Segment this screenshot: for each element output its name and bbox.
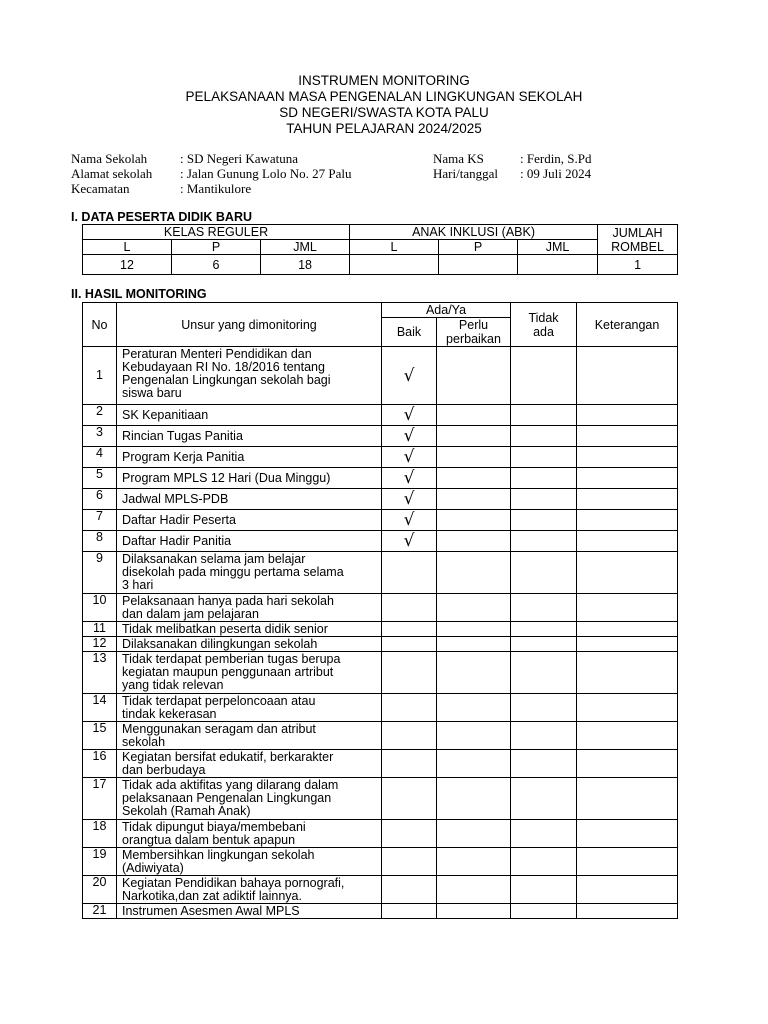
abk-p-value xyxy=(439,255,518,275)
unsur-line: Kebudayaan RI No. 18/2016 tentang xyxy=(122,360,325,374)
perlu-perbaikan-cell xyxy=(437,876,511,904)
tidak-ada-cell xyxy=(511,468,577,489)
nama-sekolah-value: : SD Negeri Kawatuna xyxy=(180,151,299,166)
perlu-perbaikan-cell xyxy=(437,531,511,552)
row-number: 6 xyxy=(83,489,117,510)
perlu-perbaikan-cell xyxy=(437,637,511,652)
abk-jml-header: JML xyxy=(518,240,598,255)
perlu-label: Perlu xyxy=(458,318,489,332)
unsur-line: Pelaksanaan hanya pada hari sekolah xyxy=(122,594,334,608)
no-header: No xyxy=(83,303,117,347)
tidak-ada-cell xyxy=(511,426,577,447)
table-row xyxy=(83,552,678,594)
tidak-ada-cell xyxy=(511,722,577,750)
table-row xyxy=(83,820,678,848)
row-unsur xyxy=(117,694,382,722)
abk-jml-value xyxy=(518,255,598,275)
perlu-perbaikan-header xyxy=(437,318,511,347)
keterangan-cell xyxy=(577,722,678,750)
table-row xyxy=(83,622,678,637)
perlu-perbaikan-cell xyxy=(437,848,511,876)
kecamatan-label: Kecamatan xyxy=(71,181,130,196)
kelas-reguler-header: KELAS REGULER xyxy=(83,225,350,240)
perlu-perbaikan-cell xyxy=(437,778,511,820)
keterangan-cell xyxy=(577,347,678,405)
hari-tanggal-label: Hari/tanggal xyxy=(433,166,498,181)
perlu-perbaikan-cell xyxy=(437,347,511,405)
check-mark-icon: √ xyxy=(403,447,415,467)
row-number: 18 xyxy=(83,820,117,848)
hasil-monitoring-table xyxy=(82,302,678,919)
row-unsur xyxy=(117,622,382,637)
keterangan-cell xyxy=(577,531,678,552)
row-number: 8 xyxy=(83,531,117,552)
table-row xyxy=(83,778,678,820)
keterangan-cell xyxy=(577,426,678,447)
keterangan-cell xyxy=(577,510,678,531)
unsur-line: sekolah xyxy=(122,735,166,749)
nama-ks-label: Nama KS xyxy=(433,151,484,166)
row-number: 12 xyxy=(83,637,117,652)
row-number: 7 xyxy=(83,510,117,531)
unsur-line: disekolah pada minggu pertama selama xyxy=(122,565,344,579)
row-unsur xyxy=(117,489,382,510)
perlu-perbaikan-cell xyxy=(437,622,511,637)
check-mark-icon: √ xyxy=(403,510,415,530)
unsur-line: Program MPLS 12 Hari (Dua Minggu) xyxy=(122,470,331,485)
tidak-label: Tidak xyxy=(528,310,559,325)
unsur-line: SK Kepanitiaan xyxy=(122,407,209,422)
row-number: 17 xyxy=(83,778,117,820)
table-row xyxy=(83,510,678,531)
tidak-ada-cell xyxy=(511,904,577,919)
unsur-line: Kegiatan bersifat edukatif, berkarakter xyxy=(122,750,334,764)
unsur-line: pelaksanaan Pengenalan Lingkungan xyxy=(122,791,332,805)
unsur-line: yang tidak relevan xyxy=(122,678,224,692)
tidak-ada-cell xyxy=(511,820,577,848)
keterangan-cell xyxy=(577,468,678,489)
row-unsur xyxy=(117,652,382,694)
tidak-ada-header xyxy=(511,303,577,347)
table-row xyxy=(83,694,678,722)
row-unsur xyxy=(117,347,382,405)
peserta-didik-table xyxy=(82,224,678,275)
abk-p-header: P xyxy=(439,240,518,255)
row-number: 2 xyxy=(83,405,117,426)
perlu-perbaikan-cell xyxy=(437,489,511,510)
table-row xyxy=(83,405,678,426)
keterangan-cell xyxy=(577,820,678,848)
table-row xyxy=(83,904,678,919)
unsur-line: (Adiwiyata) xyxy=(122,861,184,875)
keterangan-header: Keterangan xyxy=(577,303,678,347)
jumlah-label: JUMLAH xyxy=(612,225,663,240)
unsur-line: Daftar Hadir Peserta xyxy=(122,512,236,527)
check-mark-icon: √ xyxy=(403,405,415,425)
table-row xyxy=(83,652,678,694)
row-number: 14 xyxy=(83,694,117,722)
table-row xyxy=(83,750,678,778)
reguler-l-value: 12 xyxy=(83,255,172,275)
keterangan-cell xyxy=(577,489,678,510)
unsur-line: Instrumen Asesmen Awal MPLS xyxy=(122,904,300,918)
row-number: 15 xyxy=(83,722,117,750)
reguler-l-header: L xyxy=(83,240,172,255)
check-mark-icon: √ xyxy=(403,426,415,446)
baik-cell xyxy=(382,510,437,531)
baik-cell xyxy=(382,405,437,426)
anak-inklusi-header: ANAK INKLUSI (ABK) xyxy=(350,225,598,240)
tidak-ada-cell xyxy=(511,447,577,468)
unsur-line: Program Kerja Panitia xyxy=(122,449,245,464)
unsur-header: Unsur yang dimonitoring xyxy=(117,303,382,347)
perlu-perbaikan-cell xyxy=(437,594,511,622)
keterangan-cell xyxy=(577,848,678,876)
table-row xyxy=(83,489,678,510)
row-number: 4 xyxy=(83,447,117,468)
row-unsur xyxy=(117,426,382,447)
check-mark-icon: √ xyxy=(403,365,415,386)
unsur-line: Jadwal MPLS-PDB xyxy=(122,491,229,506)
keterangan-cell xyxy=(577,876,678,904)
baik-cell xyxy=(382,489,437,510)
row-number: 10 xyxy=(83,594,117,622)
rombel-value: 1 xyxy=(598,255,678,275)
unsur-line: 3 hari xyxy=(122,578,154,592)
perlu-perbaikan-cell xyxy=(437,694,511,722)
baik-cell xyxy=(382,848,437,876)
unsur-line: Tidak dipungut biaya/membebani xyxy=(122,820,306,834)
baik-cell xyxy=(382,468,437,489)
perlu-perbaikan-cell xyxy=(437,652,511,694)
keterangan-cell xyxy=(577,904,678,919)
row-unsur xyxy=(117,722,382,750)
table-row xyxy=(83,848,678,876)
keterangan-cell xyxy=(577,750,678,778)
keterangan-cell xyxy=(577,447,678,468)
row-number: 21 xyxy=(83,904,117,919)
table-row xyxy=(83,447,678,468)
unsur-line: Menggunakan seragam dan atribut xyxy=(122,722,316,736)
ada-ya-header: Ada/Ya xyxy=(382,303,511,318)
tidak-ada-cell xyxy=(511,594,577,622)
row-number: 19 xyxy=(83,848,117,876)
keterangan-cell xyxy=(577,694,678,722)
check-mark-icon: √ xyxy=(403,531,415,551)
row-unsur xyxy=(117,848,382,876)
baik-cell xyxy=(382,426,437,447)
table-row xyxy=(83,426,678,447)
baik-cell xyxy=(382,637,437,652)
table-row xyxy=(83,637,678,652)
unsur-line: Kegiatan Pendidikan bahaya pornografi, xyxy=(122,876,345,890)
perlu-perbaikan-cell xyxy=(437,722,511,750)
row-number: 1 xyxy=(83,347,117,405)
alamat-value: : Jalan Gunung Lolo No. 27 Palu xyxy=(180,166,352,181)
keterangan-cell xyxy=(577,778,678,820)
perlu-perbaikan-cell xyxy=(437,750,511,778)
tidak-ada-cell xyxy=(511,652,577,694)
unsur-line: Rincian Tugas Panitia xyxy=(122,428,243,443)
keterangan-cell xyxy=(577,594,678,622)
perlu-perbaikan-cell xyxy=(437,426,511,447)
title-line-4: TAHUN PELAJARAN 2024/2025 xyxy=(286,121,482,136)
check-mark-icon: √ xyxy=(403,489,415,509)
title-line-1: INSTRUMEN MONITORING xyxy=(298,73,470,88)
unsur-line: Sekolah (Ramah Anak) xyxy=(122,804,251,818)
baik-cell xyxy=(382,694,437,722)
tidak-ada-cell xyxy=(511,510,577,531)
perlu-perbaikan-cell xyxy=(437,820,511,848)
row-unsur xyxy=(117,820,382,848)
kecamatan-value: : Mantikulore xyxy=(180,181,252,196)
title-line-2: PELAKSANAAN MASA PENGENALAN LINGKUNGAN SEKOLAH xyxy=(185,89,583,104)
abk-l-value xyxy=(350,255,439,275)
baik-header: Baik xyxy=(382,318,437,347)
baik-cell xyxy=(382,552,437,594)
unsur-line: kegiatan maupun penggunaan artribut xyxy=(122,665,334,679)
unsur-line: Dilaksanakan selama jam belajar xyxy=(122,552,306,566)
perlu-perbaikan-cell xyxy=(437,468,511,489)
row-unsur xyxy=(117,405,382,426)
rombel-label: ROMBEL xyxy=(611,239,664,254)
tidak-ada-cell xyxy=(511,778,577,820)
unsur-line: dan berbudaya xyxy=(122,763,206,777)
title-line-3: SD NEGERI/SWASTA KOTA PALU xyxy=(279,105,489,120)
perlu-perbaikan-cell xyxy=(437,447,511,468)
keterangan-cell xyxy=(577,405,678,426)
tidak-ada-cell xyxy=(511,531,577,552)
row-unsur xyxy=(117,750,382,778)
tidak-ada-cell xyxy=(511,876,577,904)
jumlah-rombel-header xyxy=(598,225,678,255)
reguler-p-value: 6 xyxy=(172,255,261,275)
baik-cell xyxy=(382,722,437,750)
row-unsur xyxy=(117,637,382,652)
row-number: 13 xyxy=(83,652,117,694)
tidak-ada-cell xyxy=(511,405,577,426)
unsur-line: Membersihkan lingkungan sekolah xyxy=(122,848,315,862)
row-unsur xyxy=(117,552,382,594)
row-number: 11 xyxy=(83,622,117,637)
table-row xyxy=(83,722,678,750)
row-unsur xyxy=(117,447,382,468)
table-row xyxy=(83,468,678,489)
baik-cell xyxy=(382,820,437,848)
row-unsur xyxy=(117,904,382,919)
unsur-line: Narkotika,dan zat adiktif lainnya. xyxy=(122,889,302,903)
unsur-line: siswa baru xyxy=(122,386,182,400)
check-mark-icon: √ xyxy=(403,468,415,488)
keterangan-cell xyxy=(577,552,678,594)
section-2-title: II. HASIL MONITORING xyxy=(71,287,207,301)
tidak-ada-cell xyxy=(511,848,577,876)
unsur-line: Tidak terdapat perpeloncoaan atau xyxy=(122,694,316,708)
row-number: 3 xyxy=(83,426,117,447)
reguler-jml-value: 18 xyxy=(261,255,350,275)
keterangan-cell xyxy=(577,637,678,652)
unsur-line: Peraturan Menteri Pendidikan dan xyxy=(122,347,312,361)
baik-cell xyxy=(382,778,437,820)
tidak-ada-cell xyxy=(511,347,577,405)
reguler-jml-header: JML xyxy=(261,240,350,255)
row-number: 9 xyxy=(83,552,117,594)
table-row xyxy=(83,347,678,405)
baik-cell xyxy=(382,594,437,622)
nama-ks-value: : Ferdin, S.Pd xyxy=(520,151,592,166)
row-number: 5 xyxy=(83,468,117,489)
row-number: 20 xyxy=(83,876,117,904)
unsur-line: Dilaksanakan dilingkungan sekolah xyxy=(122,637,318,651)
tidak-ada-cell xyxy=(511,750,577,778)
baik-cell xyxy=(382,447,437,468)
unsur-line: Tidak ada aktifitas yang dilarang dalam xyxy=(122,778,339,792)
tidak-ada-cell xyxy=(511,552,577,594)
perlu-perbaikan-cell xyxy=(437,510,511,531)
tidak-ada-cell xyxy=(511,637,577,652)
baik-cell xyxy=(382,904,437,919)
abk-l-header: L xyxy=(350,240,439,255)
baik-cell xyxy=(382,876,437,904)
table-row xyxy=(83,876,678,904)
perlu-perbaikan-cell xyxy=(437,904,511,919)
ada-label: ada xyxy=(533,324,554,339)
row-unsur xyxy=(117,531,382,552)
baik-cell xyxy=(382,652,437,694)
document-title xyxy=(0,73,768,137)
table-row xyxy=(83,594,678,622)
tidak-ada-cell xyxy=(511,694,577,722)
section-1-title: I. DATA PESERTA DIDIK BARU xyxy=(71,210,253,224)
unsur-line: dan dalam jam pelajaran xyxy=(122,607,259,621)
baik-cell xyxy=(382,622,437,637)
alamat-label: Alamat sekolah xyxy=(71,166,153,181)
perbaikan-label: perbaikan xyxy=(446,332,501,346)
baik-cell xyxy=(382,531,437,552)
hari-tanggal-value: : 09 Juli 2024 xyxy=(520,166,592,181)
row-unsur xyxy=(117,778,382,820)
perlu-perbaikan-cell xyxy=(437,405,511,426)
row-unsur xyxy=(117,876,382,904)
tidak-ada-cell xyxy=(511,489,577,510)
tidak-ada-cell xyxy=(511,622,577,637)
keterangan-cell xyxy=(577,652,678,694)
baik-cell xyxy=(382,347,437,405)
row-number: 16 xyxy=(83,750,117,778)
unsur-line: Daftar Hadir Panitia xyxy=(122,533,232,548)
unsur-line: tindak kekerasan xyxy=(122,707,217,721)
unsur-line: Tidak melibatkan peserta didik senior xyxy=(122,622,328,636)
baik-cell xyxy=(382,750,437,778)
perlu-perbaikan-cell xyxy=(437,552,511,594)
reguler-p-header: P xyxy=(172,240,261,255)
nama-sekolah-label: Nama Sekolah xyxy=(71,151,148,166)
unsur-line: orangtua dalam bentuk apapun xyxy=(122,833,296,847)
keterangan-cell xyxy=(577,622,678,637)
row-unsur xyxy=(117,510,382,531)
row-unsur xyxy=(117,594,382,622)
row-unsur xyxy=(117,468,382,489)
unsur-line: Pengenalan Lingkungan sekolah bagi xyxy=(122,373,331,387)
unsur-line: Tidak terdapat pemberian tugas berupa xyxy=(122,652,341,666)
table-row xyxy=(83,531,678,552)
